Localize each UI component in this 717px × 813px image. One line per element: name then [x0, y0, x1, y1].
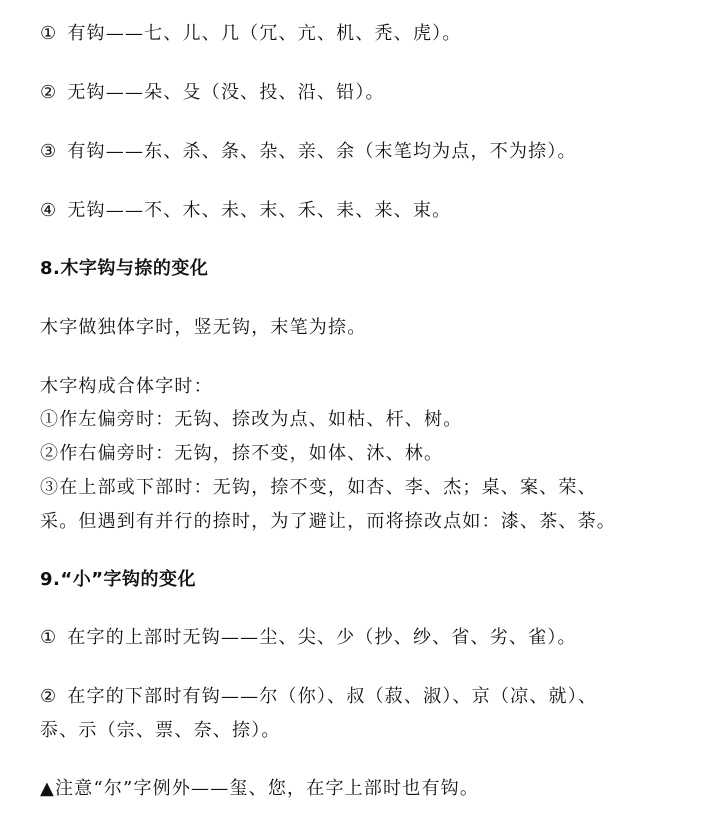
- section-8-line-1: ①作左偏旁时：无钩、捺改为点、如枯、杆、树。: [40, 409, 463, 430]
- section-9-heading: 9.“小”字钩的变化: [40, 569, 197, 590]
- section-8-line-4: 采。但遇到有并行的捺时，为了避让，而将捺改点如：漆、茶、荼。: [40, 511, 616, 532]
- small-hook-item-1: [40, 626, 680, 650]
- item-text: 有钩——七、儿、几（冗、亢、机、秃、虎）。: [67, 23, 462, 44]
- item-marker: ②: [40, 686, 58, 707]
- hook-rule-item-4: [40, 199, 680, 223]
- section-8-line-2: ②作右偏旁时：无钩，捺不变，如体、沐、林。: [40, 443, 444, 464]
- section-8-intro: 木字构成合体字时：: [40, 376, 213, 397]
- item-text: 无钩——不、木、未、末、禾、耒、来、束。: [67, 200, 452, 221]
- hook-rule-item-3: [40, 140, 680, 164]
- exception-note: ▲注意“尔”字例外——玺、您，在字上部时也有钩。: [40, 778, 480, 799]
- small-hook-item-2-continued: 忝、示（宗、票、奈、捺）。: [40, 720, 281, 741]
- hook-rule-item-1: [40, 22, 680, 46]
- item-marker: ②: [40, 82, 58, 103]
- section-8-paragraph: 木字做独体字时，竖无钩，末笔为捺。: [40, 317, 367, 338]
- small-hook-item-2: [40, 685, 680, 709]
- item-marker: ①: [40, 23, 58, 44]
- item-marker: ①: [40, 627, 58, 648]
- hook-rule-item-2: [40, 81, 680, 105]
- section-8-heading: 8.木字钩与捺的变化: [40, 258, 209, 279]
- item-marker: ③: [40, 141, 58, 162]
- section-8-line-3: ③在上部或下部时：无钩，捺不变，如杏、李、杰；桌、案、荣、: [40, 477, 597, 498]
- item-text: 在字的下部时有钩——尔（你）、叔（菽、淑）、京（凉、就）、: [67, 686, 598, 707]
- item-text: 在字的上部时无钩——尘、尖、少（抄、纱、省、劣、雀）。: [67, 627, 577, 648]
- item-text: 有钩——东、杀、条、杂、亲、余（末笔均为点，不为捺）。: [67, 141, 577, 162]
- item-text: 无钩——朵、殳（没、投、沿、铅）。: [67, 82, 385, 103]
- item-marker: ④: [40, 200, 58, 221]
